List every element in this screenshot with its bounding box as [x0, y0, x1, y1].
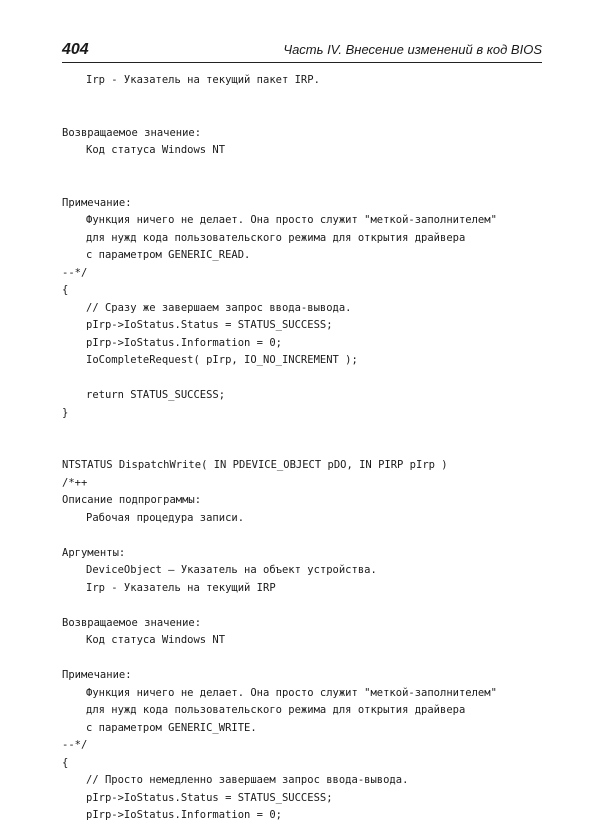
code-line: для нужд кода пользовательского режима для открытия драйвера: [86, 704, 466, 716]
code-line: Код статуса Windows NT: [86, 634, 226, 646]
code-line: pIrp->IoStatus.Status = STATUS_SUCCESS;: [86, 319, 333, 331]
code-line: {: [62, 284, 69, 296]
code-line: // Просто немедленно завершаем запрос ввода-вывода.: [86, 774, 409, 786]
code-line: Функция ничего не делает. Она просто служит "меткой-заполнителем": [86, 686, 497, 699]
code-line: Код статуса Windows NT: [86, 144, 226, 156]
code-line: Примечание:: [62, 669, 132, 681]
code-line: Возвращаемое значение:: [62, 616, 202, 629]
code-line: с параметром GENERIC_WRITE.: [86, 721, 257, 734]
code-line: DeviceObject — Указатель на объект устройства.: [86, 564, 377, 576]
code-line: pIrp->IoStatus.Status = STATUS_SUCCESS;: [86, 791, 333, 804]
code-line: IoCompleteRequest( pIrp, IO_NO_INCREMENT );: [86, 354, 358, 366]
blank-line: [62, 177, 562, 195]
blank-line: [62, 107, 562, 125]
code-line: pIrp->IoStatus.Information = 0;: [86, 809, 282, 821]
code-line: Irp - Указатель на текущий IRP: [86, 581, 276, 594]
code-line: Возвращаемое значение:: [62, 126, 202, 139]
blank-line: [62, 597, 562, 615]
page-number: 404: [62, 41, 89, 58]
code-line: Функция ничего не делает. Она просто служит "меткой-заполнителем": [86, 214, 497, 226]
blank-line: [62, 527, 562, 545]
code-line: Аргументы:: [62, 546, 126, 559]
code-line: --*/: [62, 266, 88, 279]
code-line: return STATUS_SUCCESS;: [86, 389, 226, 401]
code-line: /*++: [62, 476, 88, 489]
code-line: Irp - Указатель на текущий пакет IRP.: [86, 74, 320, 86]
code-line: Описание подпрограммы:: [62, 494, 202, 506]
code-line: с параметром GENERIC_READ.: [86, 249, 251, 261]
blank-line: [62, 370, 562, 388]
blank-line: [62, 160, 562, 178]
code-line: Рабочая процедура записи.: [86, 511, 245, 524]
code-line: --*/: [62, 739, 88, 751]
code-line: NTSTATUS DispatchWrite( IN PDEVICE_OBJECT pDO, IN PIRP pIrp ): [62, 459, 448, 471]
blank-line: [62, 650, 562, 668]
code-line: {: [62, 756, 69, 769]
code-listing: [62, 72, 562, 825]
page-header: [62, 40, 542, 64]
blank-line: [62, 422, 562, 440]
code-line: }: [62, 406, 69, 419]
header-rule: [62, 62, 542, 63]
running-title: Часть IV. Внесение изменений в код BIOS: [283, 42, 542, 57]
code-line: Примечание:: [62, 196, 132, 209]
code-line: для нужд кода пользовательского режима для открытия драйвера: [86, 231, 466, 244]
code-line: // Сразу же завершаем запрос ввода-вывода.: [86, 301, 352, 314]
code-line: pIrp->IoStatus.Information = 0;: [86, 336, 282, 349]
blank-line: [62, 90, 562, 108]
blank-line: [62, 440, 562, 458]
